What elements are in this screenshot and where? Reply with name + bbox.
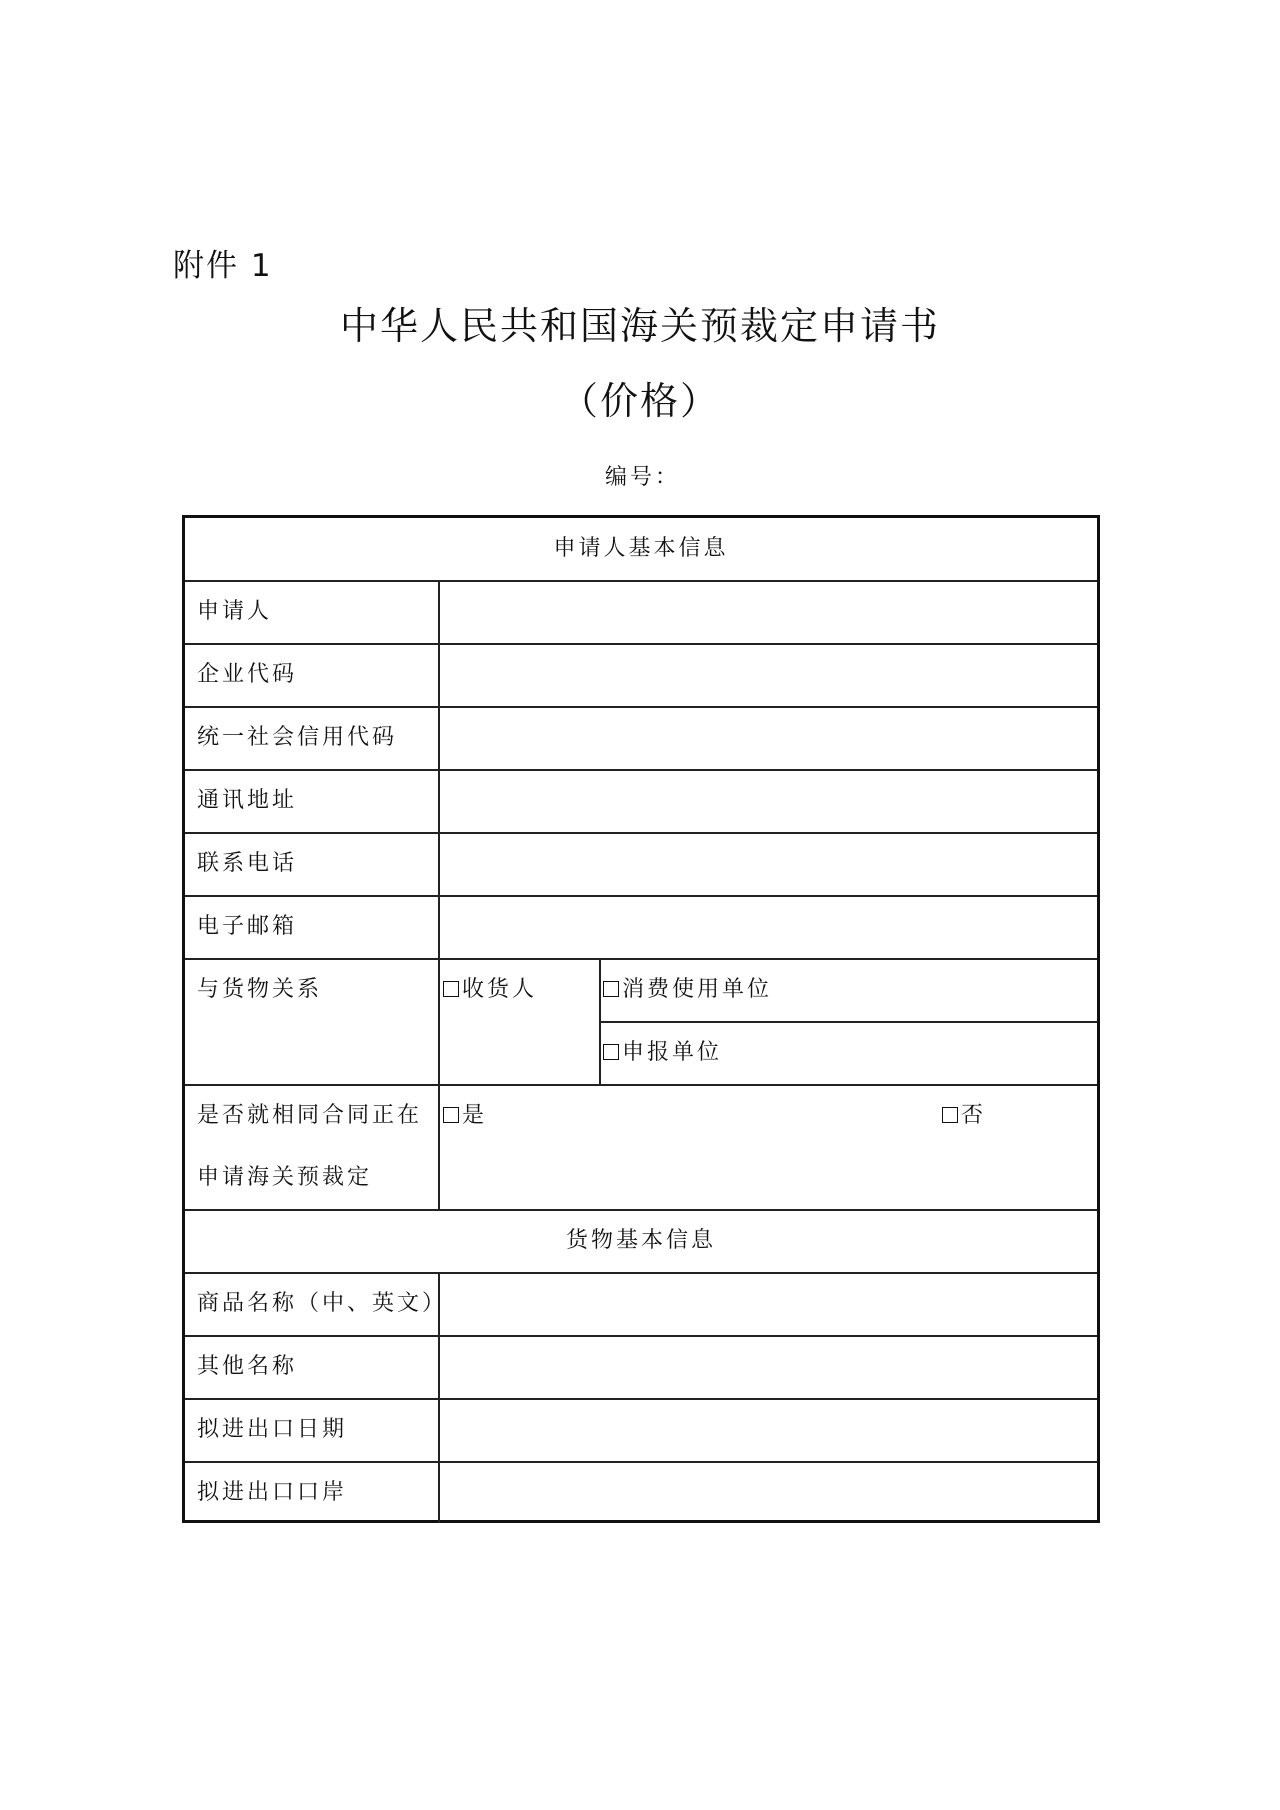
option-yes[interactable] <box>443 1103 487 1129</box>
applicant-field[interactable] <box>440 582 1095 642</box>
option-consignee[interactable] <box>443 977 537 1003</box>
address-field[interactable] <box>440 771 1095 831</box>
checkbox-icon[interactable] <box>603 981 619 997</box>
checkbox-icon[interactable] <box>443 981 459 997</box>
option-no[interactable] <box>942 1103 986 1129</box>
serial-number-label: 编号： <box>605 465 681 490</box>
goods-name-field[interactable] <box>440 1274 1095 1334</box>
label-port: 拟进出口口岸 <box>197 1480 348 1505</box>
row-divider <box>185 1084 1097 1086</box>
row-divider <box>185 1209 1097 1211</box>
row-divider <box>599 1021 1097 1023</box>
label-phone: 联系电话 <box>197 851 298 876</box>
label-goods-name: 商品名称（中、英文） <box>197 1291 448 1316</box>
option-consumer-unit[interactable] <box>603 977 772 1003</box>
option-declarant[interactable] <box>603 1040 722 1066</box>
label-trade-date: 拟进出口日期 <box>197 1417 348 1442</box>
label-relation: 与货物关系 <box>197 977 323 1002</box>
label-enterprise-code: 企业代码 <box>197 662 298 687</box>
label-applicant: 申请人 <box>197 599 273 624</box>
row-divider <box>185 958 1097 960</box>
option-yes-label: 是 <box>462 1103 488 1128</box>
phone-field[interactable] <box>440 834 1095 894</box>
email-field[interactable] <box>440 897 1095 957</box>
option-declarant-label: 申报单位 <box>622 1040 723 1065</box>
checkbox-icon[interactable] <box>603 1044 619 1060</box>
option-no-label: 否 <box>961 1103 987 1128</box>
checkbox-icon[interactable] <box>443 1107 459 1123</box>
document-subtitle: （价格） <box>559 379 720 423</box>
credit-code-field[interactable] <box>440 708 1095 768</box>
label-address: 通讯地址 <box>197 788 298 813</box>
label-pending-line2: 申请海关预裁定 <box>197 1165 373 1190</box>
enterprise-code-field[interactable] <box>440 645 1095 705</box>
label-other-name: 其他名称 <box>197 1354 298 1379</box>
section-title-goods: 货物基本信息 <box>565 1228 716 1253</box>
label-credit-code: 统一社会信用代码 <box>197 725 398 750</box>
section-title-applicant: 申请人基本信息 <box>553 536 729 561</box>
label-email: 电子邮箱 <box>197 914 298 939</box>
checkbox-icon[interactable] <box>942 1107 958 1123</box>
document-title: 中华人民共和国海关预裁定申请书 <box>339 304 940 348</box>
label-pending-line1: 是否就相同合同正在 <box>197 1103 423 1128</box>
port-field[interactable] <box>440 1463 1095 1520</box>
option-consumer-unit-label: 消费使用单位 <box>622 977 773 1002</box>
attachment-label: 附件 1 <box>173 248 273 284</box>
application-form <box>182 515 1100 1523</box>
option-consignee-label: 收货人 <box>462 977 538 1002</box>
trade-date-field[interactable] <box>440 1400 1095 1460</box>
column-divider <box>599 958 601 1084</box>
other-name-field[interactable] <box>440 1337 1095 1397</box>
